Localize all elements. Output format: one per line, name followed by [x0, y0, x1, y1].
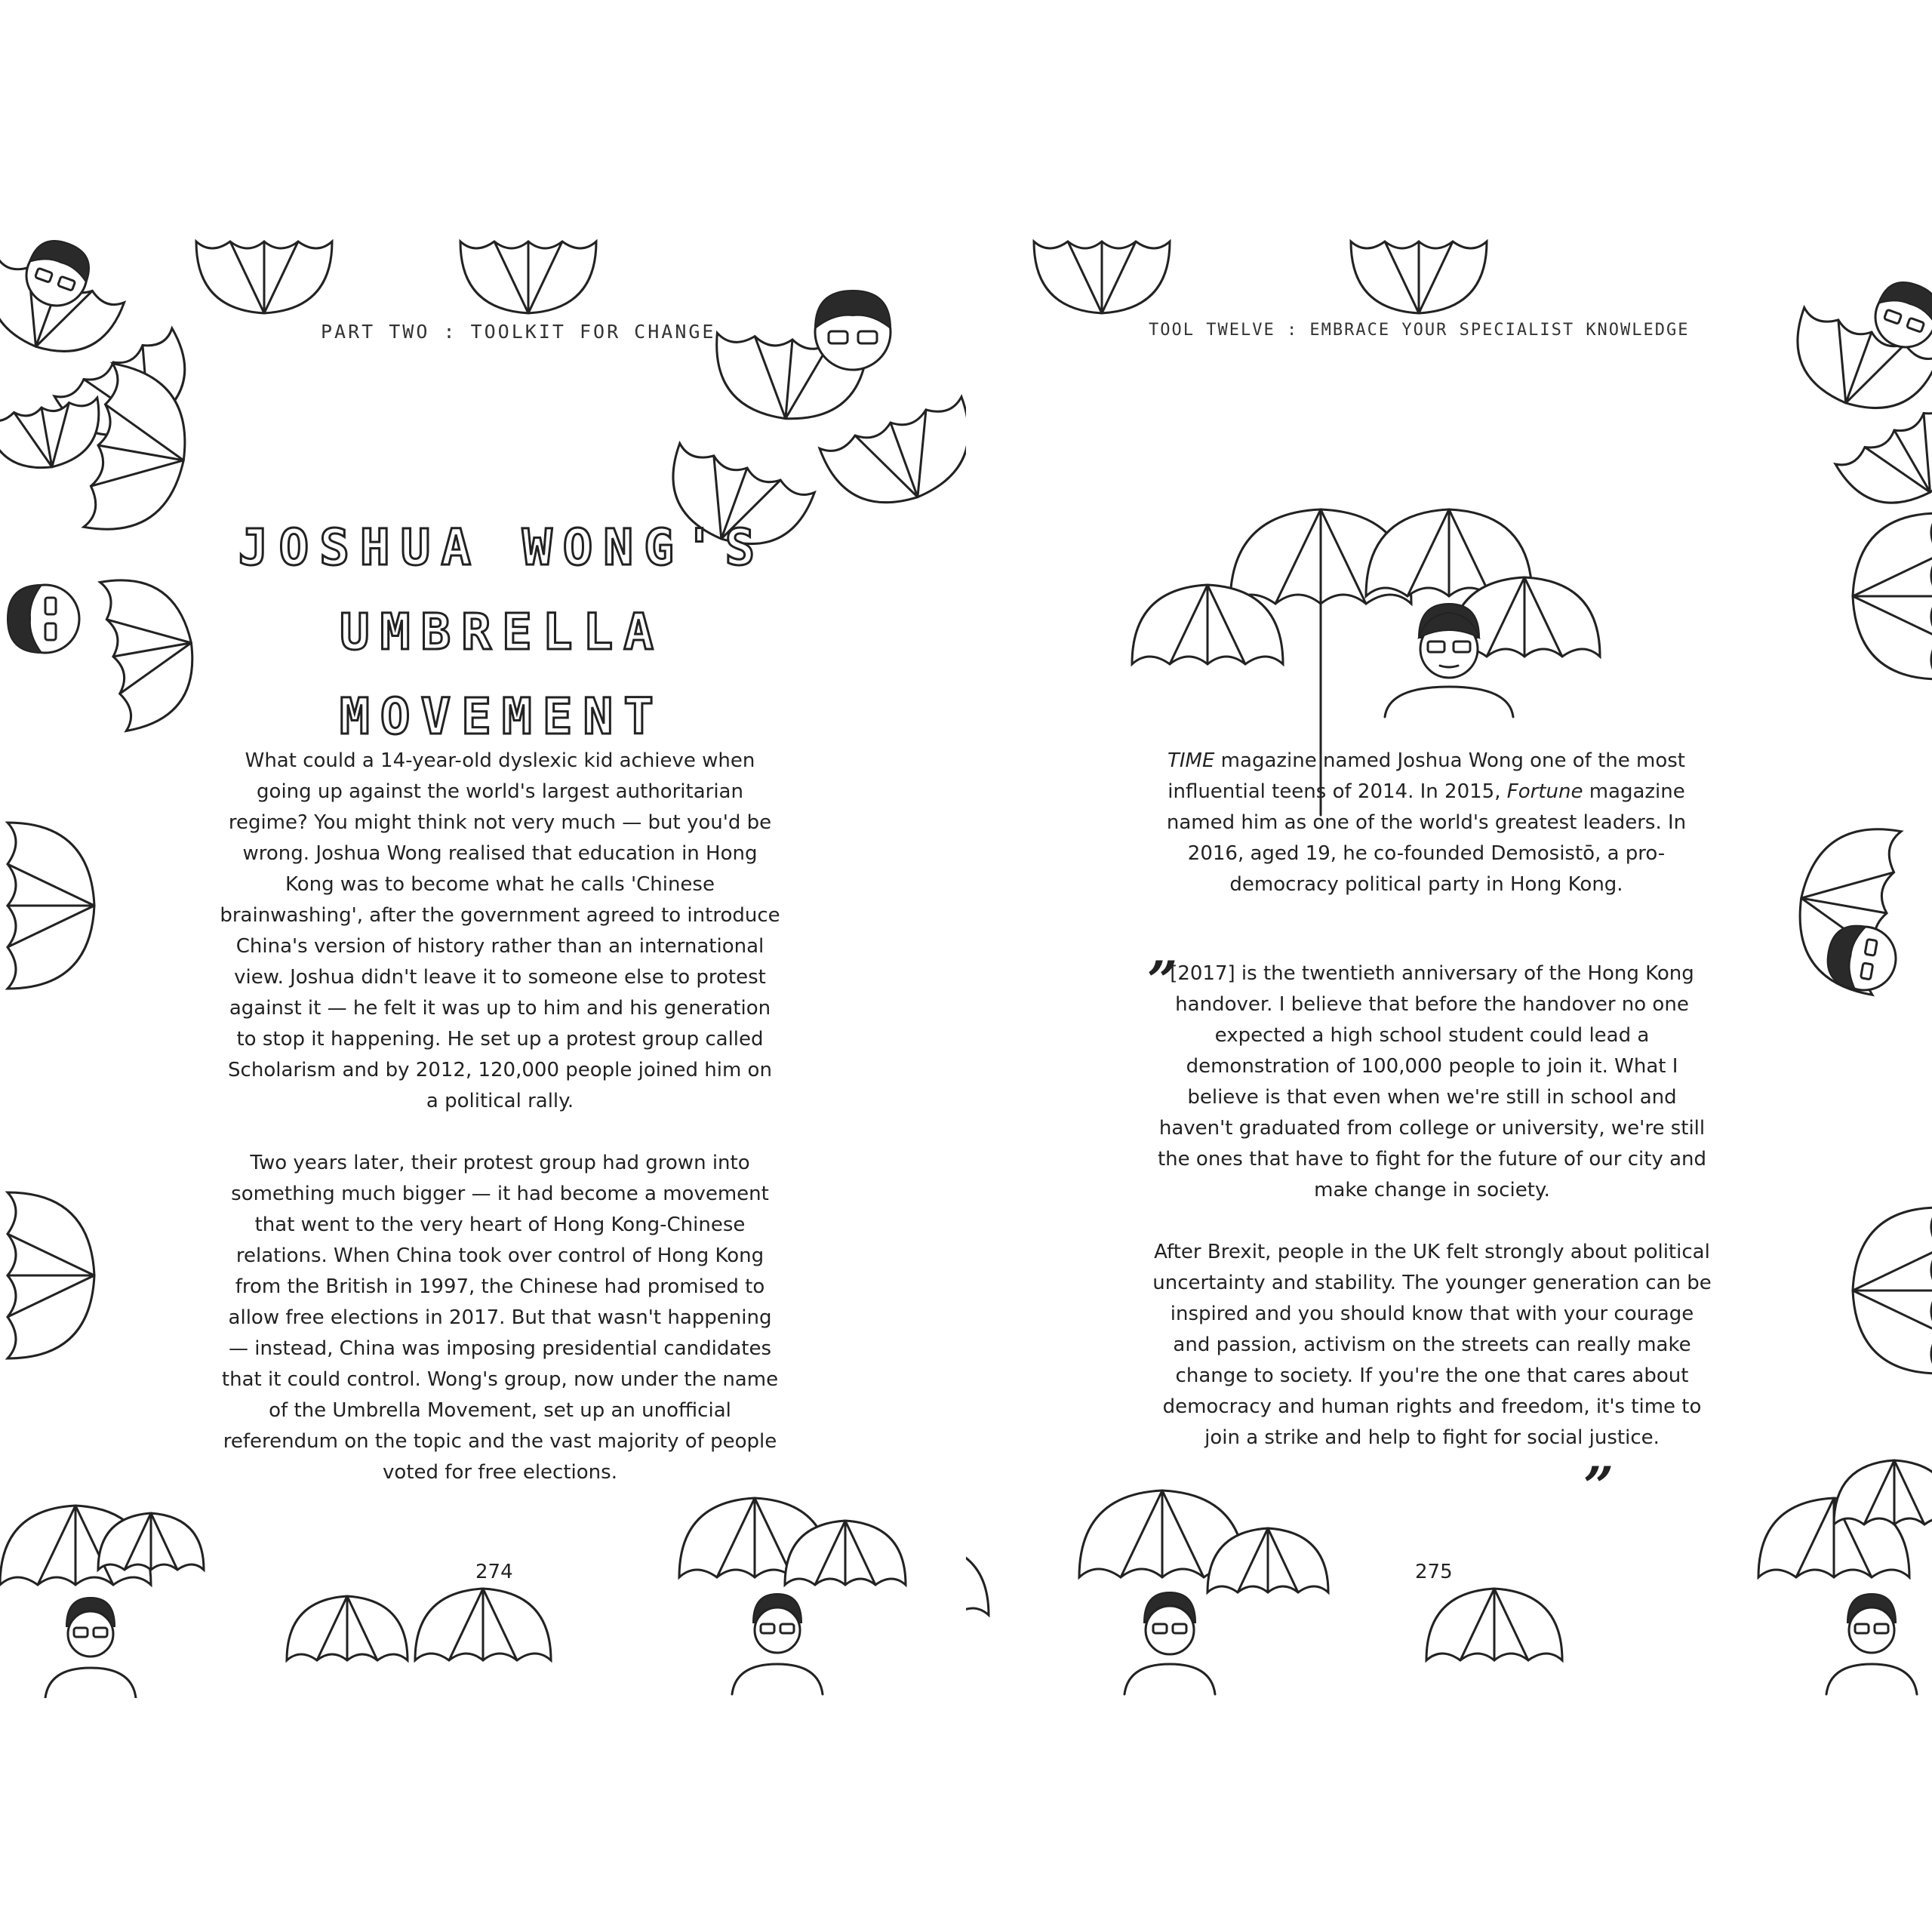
quote-column [1151, 958, 1713, 1484]
chapter-title-line-2: UMBRELLA MOVEMENT [340, 603, 664, 746]
close-quote-mark: ” [1583, 1455, 1614, 1518]
page-number-left: 274 [475, 1561, 513, 1583]
chapter-title [204, 506, 800, 759]
running-head-left: PART TWO : TOOLKIT FOR CHANGE [321, 321, 716, 343]
umbrella-icon [820, 397, 966, 523]
magazine-name-fortune: Fortune [1506, 780, 1583, 803]
left-paragraph-1: What could a 14-year-old dyslexic kid achieve when going up against the world's largest authoritarian regime? You might think not very much — but you'd be wrong. Joshua Wong realised that education in Hong Kong was to become what he calls 'Chinese brainwashing', after the government agreed to introduce China's version of history rather than an international view. Joshua didn't leave it to someone else to protest against it — he felt it was up to him and his generation to stop it happening. He set up a protest group called Scholarism and by 2012, 120,000 people joined him on a political rally. [220, 749, 780, 1112]
person-with-glasses-icon [815, 291, 891, 370]
person-with-glasses-icon [45, 1598, 136, 1698]
umbrella-icon [8, 823, 94, 989]
umbrella-icon [415, 1589, 551, 1660]
quote-paragraph-1: [2017] is the twentieth anniversary of the Hong Kong handover. I believe that before the handover no one expected a high school student could lead a demonstration of 100,000 people to join it. What I believe is that even when we're still in school and haven't graduated from college or university, we're still the ones that have to fight for the future of our city and make change in society. [1157, 962, 1706, 1201]
umbrella-icon [1835, 396, 1932, 526]
book-spread [0, 234, 1932, 1698]
right-intro-paragraph [1140, 746, 1713, 900]
person-with-glasses-icon [1124, 1592, 1215, 1694]
running-head-right: TOOL TWELVE : EMBRACE YOUR SPECIALIST KNOWLEDGE [1149, 321, 1690, 340]
page-number-right: 275 [1415, 1561, 1453, 1583]
chapter-title-line-1: JOSHUA WONG'S [238, 518, 766, 577]
left-paragraph-2: Two years later, their protest group had grown into something much bigger — it had become a movement that went to the very heart of Hong Kong-Chinese relations. When China took over control of Hong Kong from the British in 1997, the Chinese had promised to allow free elections in 2017. But that wasn't happening — instead, China was imposing presidential candidates that it could control. Wong's group, now under the name of the Umbrella Movement, set up an unofficial referendum on the topic and the vast majority of people voted for free elections. [221, 1152, 779, 1484]
umbrella-icon [0, 398, 108, 477]
umbrella-icon [1426, 1589, 1562, 1660]
umbrella-icon [1853, 513, 1932, 679]
umbrella-icon [1351, 242, 1487, 313]
person-with-glasses-icon [732, 1594, 823, 1694]
person-with-glasses-icon [1826, 1594, 1917, 1694]
intro-text-part-1: magazine named Joshua Wong one of the most influential teens of 2014. In 2015, [1168, 749, 1685, 803]
umbrella-icon [460, 242, 596, 313]
umbrella-icon [1834, 1460, 1932, 1524]
umbrella-icon [8, 1192, 94, 1358]
intro-text-part-2: magazine named him as one of the world's greatest leaders. In 2016, aged 19, he co-founded Demosistō, a pro-democracy political party in Hong Kong. [1166, 780, 1687, 896]
quote-paragraph-2: After Brexit, people in the UK felt strongly about political uncertainty and stability. The younger generation can be inspired and you should know that with your courage and passion, activism on the streets can really make change to society. If you're the one that cares about democracy and human rights and freedom, it's time to join a strike and help to fight for social justice. [1152, 1241, 1712, 1449]
umbrella-icon [287, 1596, 408, 1660]
magazine-name-time: TIME [1168, 749, 1215, 772]
person-with-glasses-icon [8, 585, 79, 653]
umbrella-icon [1034, 242, 1170, 313]
umbrella-icon [1853, 1208, 1932, 1374]
left-body-text [219, 746, 781, 1519]
umbrella-icon [100, 568, 205, 731]
umbrella-icon [196, 242, 332, 313]
left-page [0, 234, 966, 1698]
right-intro-text [1140, 746, 1713, 931]
right-page [966, 234, 1932, 1698]
umbrella-icon [966, 1543, 989, 1615]
open-quote-mark: ” [1147, 949, 1178, 1012]
